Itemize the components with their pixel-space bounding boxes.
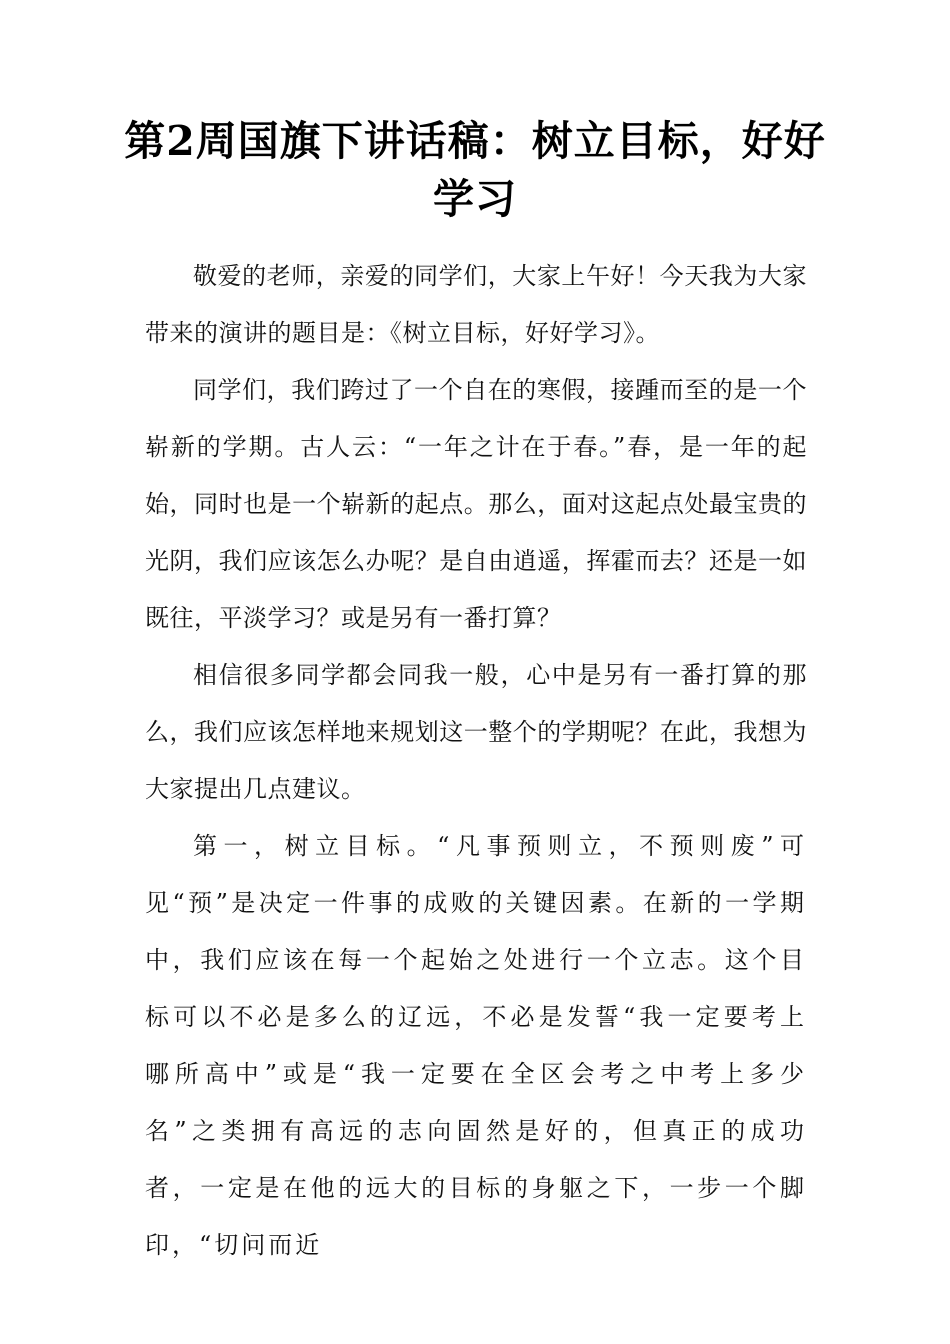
document-title: 第2周国旗下讲话稿：树立目标，好好学习 [124,117,826,223]
paragraph-first-point: 第一，树立目标。“凡事预则立，不预则废”可见“预”是决定一件事的成败的关键因素。在新的一学期中，我们应该在每一个起始之处进行一个立志。这个目标可以不必是多么的辽远，不必是发誓“我一定要考上哪所高中”或是“我一定要在全区会考之中考上多少名”之类拥有高远的志向固然是好的，但真正的成功者，一定是在他的远大的目标的身躯之下，一步一个脚印，“切问而近 [145,832,807,1259]
paragraph-suggestions-intro: 相信很多同学都会同我一般，心中是另有一番打算的那么，我们应该怎样地来规划这一整个的学期呢？在此，我想为大家提出几点建议。 [145,661,807,803]
paragraph-new-semester: 同学们，我们跨过了一个自在的寒假，接踵而至的是一个崭新的学期。古人云：“一年之计在于春。”春，是一年的起始，同时也是一个崭新的起点。那么，面对这起点处最宝贵的光阴，我们应该怎么办呢？是自由逍遥，挥霍而去？还是一如既往，平淡学习？或是另有一番打算？ [145,376,807,632]
document-body [145,248,807,1274]
paragraph-greeting: 敬爱的老师，亲爱的同学们，大家上午好！今天我为大家带来的演讲的题目是：《树立目标，好好学习》。 [145,262,807,347]
